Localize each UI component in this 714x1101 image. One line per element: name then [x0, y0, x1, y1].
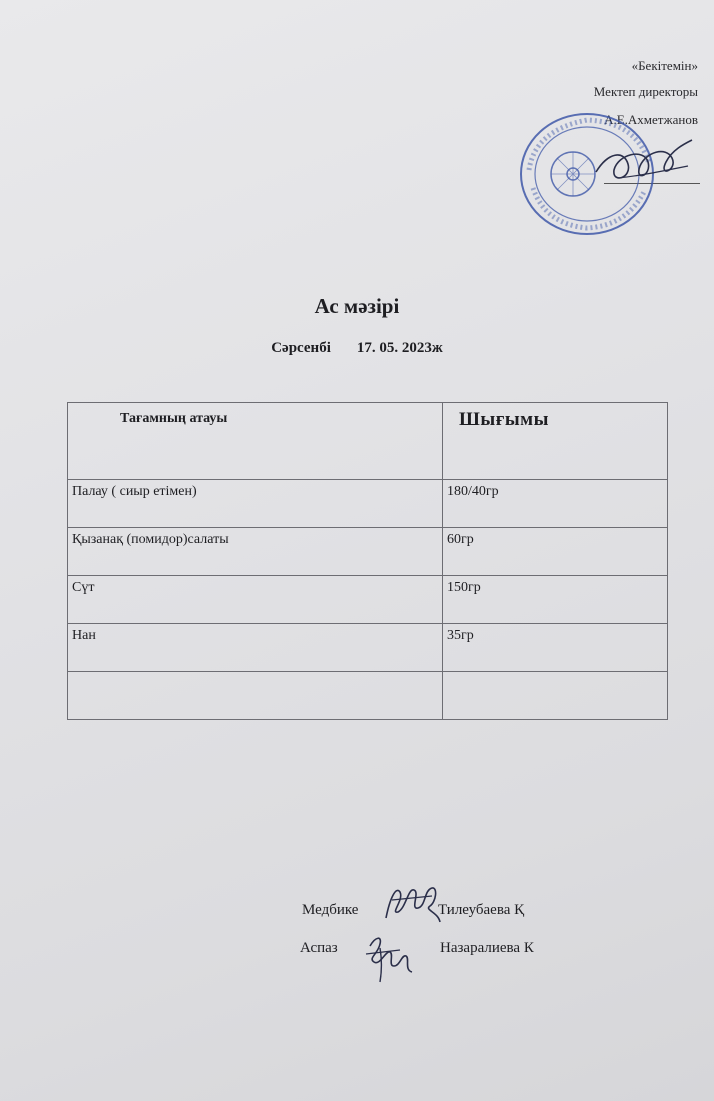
- dish-name-cell: Қызанақ (помидор)салаты: [68, 528, 443, 576]
- table-header-row: [68, 403, 668, 480]
- table-row: [68, 528, 668, 576]
- cook-name: Назаралиева К: [440, 940, 534, 956]
- dish-name-cell: Сүт: [68, 576, 443, 624]
- approval-position: Мектеп директоры: [593, 84, 698, 99]
- menu-table: [67, 402, 668, 720]
- cook-signature-icon: [360, 926, 420, 984]
- page-title: Ас мәзірі: [314, 294, 400, 318]
- table-row: [68, 624, 668, 672]
- dish-name-cell: Палау ( сиыр етімен): [68, 480, 443, 528]
- weekday: Сәрсенбі: [271, 340, 331, 356]
- nurse-role: Медбике: [302, 902, 359, 918]
- dish-amount-cell: 35гр: [443, 624, 668, 672]
- menu-date: 17. 05. 2023ж: [356, 340, 443, 356]
- dish-amount-cell: 60гр: [443, 528, 668, 576]
- header-dish-name: Тағамның атауы: [68, 403, 443, 480]
- table-row-empty: [68, 672, 668, 720]
- dish-amount-cell: 180/40гр: [443, 480, 668, 528]
- dish-amount-cell: [443, 672, 668, 720]
- header-yield: Шығымы: [443, 403, 668, 480]
- table-row: [68, 576, 668, 624]
- approval-heading: «Бекітемін»: [631, 58, 698, 73]
- nurse-signature-icon: [380, 878, 444, 928]
- approval-name: А.Е.Ахметжанов: [604, 112, 698, 127]
- dish-name-cell: Нан: [68, 624, 443, 672]
- dish-name-cell: [68, 672, 443, 720]
- table-row: [68, 480, 668, 528]
- menu-date-line: [0, 340, 714, 357]
- dish-amount-cell: 150гр: [443, 576, 668, 624]
- cook-role: Аспаз: [300, 940, 338, 956]
- nurse-name: Тилеубаева Қ: [438, 902, 525, 918]
- director-signature-icon: [588, 132, 698, 192]
